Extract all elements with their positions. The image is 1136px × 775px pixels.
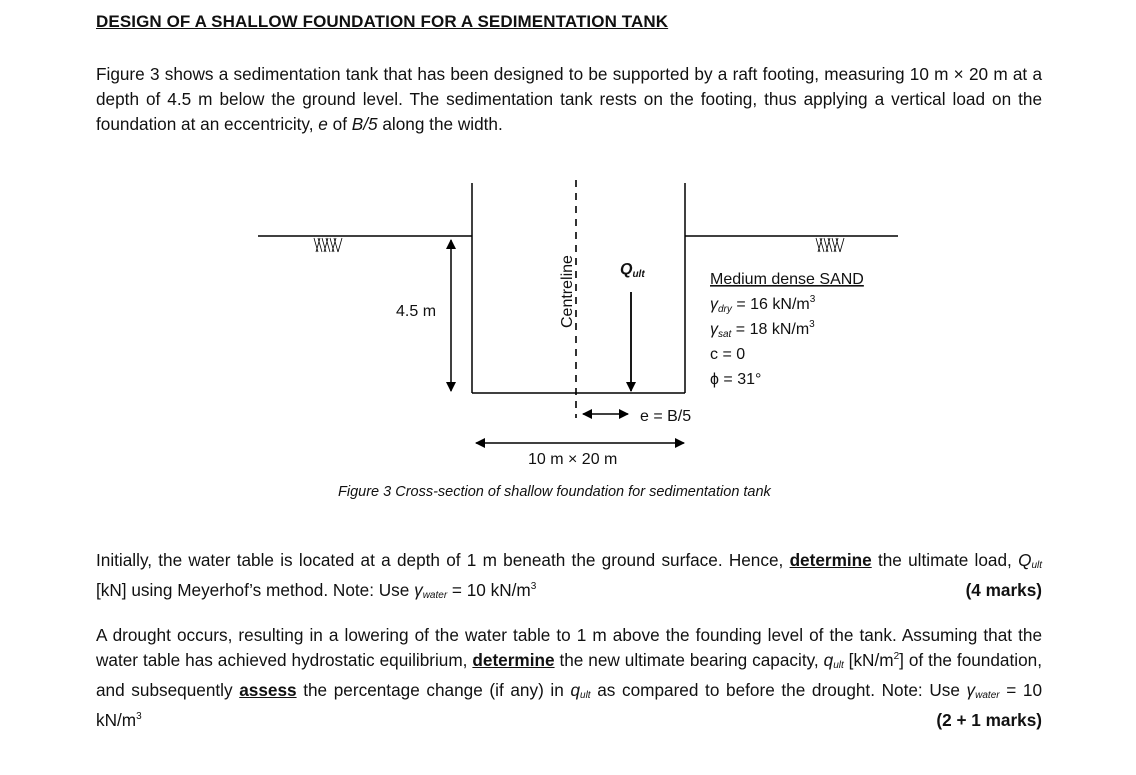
question-1: [96, 548, 1042, 608]
q1-text-4: = 10 kN/m: [447, 580, 531, 600]
q2-gamma-sub: water: [975, 690, 1000, 701]
intro-text-3: along the width.: [377, 114, 503, 134]
q1-text-3: [kN] using Meyerhof’s method. Note: Use: [96, 580, 415, 600]
gamma-dry-sub: dry: [718, 304, 732, 315]
gamma-sat-symbol: γ: [710, 321, 718, 338]
intro-text-2: of: [327, 114, 352, 134]
gamma-sat-cube: 3: [809, 319, 815, 330]
q2-marks: (2 + 1 marks): [936, 710, 1042, 730]
q2-q-symbol-2: q: [570, 680, 581, 700]
soil-title: Medium dense SAND: [710, 271, 864, 288]
q1-keyword: determine: [789, 550, 872, 570]
gamma-sat: [710, 319, 815, 340]
q2-text-4: ] of the foundation, and subsequently: [96, 650, 1042, 700]
q1-q-sub: ult: [1031, 560, 1042, 571]
q1-text-1: Initially, the water table is located at a depth of 1 m beneath the ground surface. Hence,: [96, 550, 790, 570]
question-2: [96, 623, 1042, 733]
load-subscript: ult: [632, 269, 645, 280]
q2-text-2: the new ultimate bearing capacity,: [554, 650, 824, 670]
depth-label: 4.5 m: [396, 303, 437, 320]
q2-text-3: [kN/m: [843, 650, 894, 670]
gamma-sat-value: = 18 kN/m: [731, 321, 810, 338]
q1-gamma-sub: water: [422, 590, 448, 601]
soil-hatch-right: [816, 238, 844, 252]
intro-text-1: Figure 3 shows a sedimentation tank that has been designed to be supported by a raft footing, measuring 10 m × 20 m at a depth of 4.5 m below the ground level. The sedimentation tank rests on the footing, thus applying a vertical load on the foundation at an eccentricity,: [96, 64, 1042, 134]
intro-e-symbol: e: [318, 114, 328, 134]
q1-q-symbol: Q: [1018, 550, 1032, 570]
gamma-dry-value: = 16 kN/m: [731, 296, 810, 313]
soil-hatch-left: [314, 238, 342, 252]
q1-gamma: γ: [414, 580, 423, 600]
load-label: [620, 261, 645, 280]
q2-q-sub-2: ult: [580, 690, 591, 701]
q2-square: 2: [893, 651, 900, 662]
friction-angle: ϕ = 31°: [710, 371, 762, 388]
q2-text-7: = 10 kN/m: [96, 680, 1043, 730]
q1-text-2: the ultimate load,: [871, 550, 1019, 570]
eccentricity-label: e = B/5: [640, 408, 692, 425]
q1-cube: 3: [530, 581, 537, 592]
q2-keyword-1: determine: [472, 650, 555, 670]
q2-text-1: A drought occurs, resulting in a lowering of the water table to 1 m above the founding level of the tank. Assuming that the water table has achieved hydrostatic equilibrium,: [96, 625, 1042, 670]
gamma-sat-sub: sat: [718, 329, 732, 340]
q1-marks: (4 marks): [965, 580, 1042, 600]
intro-ratio: B/5: [351, 114, 378, 134]
cohesion: c = 0: [710, 346, 746, 363]
q2-q-symbol: q: [823, 650, 834, 670]
q2-text-5: the percentage change (if any) in: [296, 680, 571, 700]
gamma-dry-symbol: γ: [710, 296, 718, 313]
page-title: DESIGN OF A SHALLOW FOUNDATION FOR A SEDIMENTATION TANK: [96, 12, 669, 31]
footing-dimensions-label: 10 m × 20 m: [528, 451, 618, 468]
centreline-label: Centreline: [559, 255, 576, 328]
q2-cube: 3: [136, 711, 142, 722]
q2-keyword-2: assess: [239, 680, 297, 700]
q2-q-sub: ult: [833, 660, 844, 671]
gamma-dry: [710, 294, 816, 315]
load-symbol: Q: [620, 261, 633, 278]
gamma-dry-cube: 3: [809, 294, 816, 305]
q2-gamma: γ: [966, 680, 976, 700]
figure-caption: Figure 3 Cross-section of shallow foundation for sedimentation tank: [338, 484, 771, 500]
q2-text-6: as compared to before the drought. Note: Use: [590, 680, 967, 700]
